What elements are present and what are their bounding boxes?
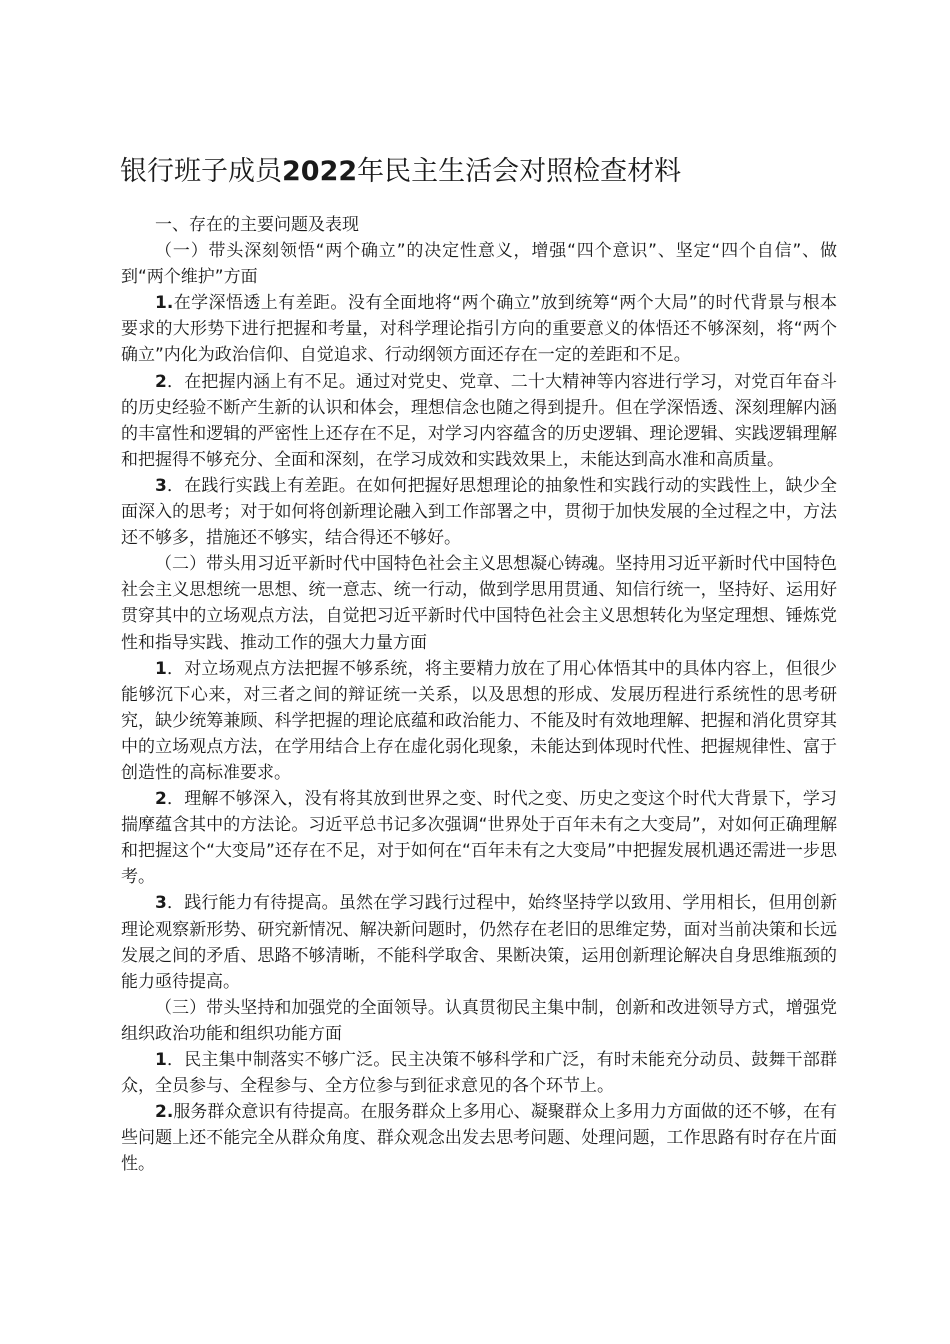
paragraph-text: ．理解不够深入，没有将其放到世界之变、时代之变、历史之变这个时代大背景下，学习揣摩蕴含其中的方法论。习近平总书记多次强调“世界处于百年未有之大变局”，对如何正确理解和把握这个“大变局”还存在不足，对于如何在“百年未有之大变局”中把握发展机遇还需进一步思考。 <box>121 789 837 888</box>
document-body <box>121 212 837 1177</box>
paragraph-text: 一、存在的主要问题及表现 <box>155 215 359 235</box>
numbered-paragraph <box>121 473 837 551</box>
numbered-paragraph <box>121 890 837 994</box>
subsection-heading <box>121 238 837 290</box>
paragraph-text: ．对立场观点方法把握不够系统，将主要精力放在了用心体悟其中的具体内容上，但很少能够沉下心来，对三者之间的辩证统一关系，以及思想的形成、发展历程进行系统性的思考研究，缺少统筹兼顾、科学把握的理论底蕴和政治能力、不能及时有效地理解、把握和消化贯穿其中的立场观点方法，在学用结合上存在虚化弱化现象，未能达到体现时代性、把握规律性、富于创造性的高标准要求。 <box>121 658 837 783</box>
paragraph-number: 2 <box>155 789 167 810</box>
paragraph-text: （二）带头用习近平新时代中国特色社会主义思想凝心铸魂。坚持用习近平新时代中国特色社会主义思想统一思想、统一意志、统一行动，做到学思用贯通、知信行统一，坚持好、运用好贯穿其中的立场观点方法，自觉把习近平新时代中国特色社会主义思想转化为坚定理想、锤炼党性和指导实践、推动工作的强大力量方面 <box>121 554 837 653</box>
paragraph-text: 在学深悟透上有差距。没有全面地将“两个确立”放到统筹“两个大局”的时代背景与根本要求的大形势下进行把握和考量，对科学理论指引方向的重要意义的体悟还不够深刻，将“两个确立”内化为政治信仰、自觉追求、行动纲领方面还存在一定的差距和不足。 <box>121 293 837 366</box>
paragraph-number: 2. <box>155 1102 174 1123</box>
paragraph-text: ．践行能力有待提高。虽然在学习践行过程中，始终坚持学以致用、学用相长，但用创新理论观察新形势、研究新情况、解决新问题时，仍然存在老旧的思维定势，面对当前决策和长远发展之间的矛盾、思路不够清晰，不能科学取舍、果断决策，运用创新理论解决自身思维瓶颈的能力亟待提高。 <box>121 893 837 992</box>
subsection-heading <box>121 995 837 1047</box>
paragraph-text: （一）带头深刻领悟“两个确立”的决定性意义，增强“四个意识”、坚定“四个自信”、做到“两个维护”方面 <box>121 241 837 288</box>
paragraph-text: ．在把握内涵上有不足。通过对党史、党章、二十大精神等内容进行学习，对党百年奋斗的历史经验不断产生新的认识和体会，理想信念也随之得到提升。但在学深悟透、深刻理解内涵的丰富性和逻辑的严密性上还存在不足，对学习内容蕴含的历史逻辑、理论逻辑、实践逻辑理解和把握得不够充分、全面和深刻，在学习成效和实践效果上，未能达到高水准和高质量。 <box>121 371 837 470</box>
section-heading <box>121 212 837 238</box>
document-title <box>120 150 840 194</box>
numbered-paragraph <box>121 290 837 368</box>
title-year: 2022 <box>282 156 358 187</box>
paragraph-number: 3 <box>155 893 167 914</box>
numbered-paragraph <box>121 656 837 786</box>
title-prefix: 银行班子成员 <box>120 156 282 187</box>
paragraph-number: 1 <box>155 1050 167 1070</box>
paragraph-number: 1 <box>155 658 167 679</box>
numbered-paragraph <box>121 369 837 473</box>
paragraph-text: ．民主集中制落实不够广泛。民主决策不够科学和广泛，有时未能充分动员、鼓舞干部群众，全员参与、全程参与、全方位参与到征求意见的各个环节上。 <box>121 1050 837 1097</box>
paragraph-text: 服务群众意识有待提高。在服务群众上多用心、凝聚群众上多用力方面做的还不够，在有些问题上还不能完全从群众角度、群众观念出发去思考问题、处理问题，工作思路有时存在片面性。 <box>121 1102 837 1175</box>
title-suffix: 年民主生活会对照检查材料 <box>357 156 682 187</box>
numbered-paragraph <box>121 1099 837 1177</box>
paragraph-number: 2 <box>155 371 167 392</box>
paragraph-number: 3 <box>155 475 167 496</box>
numbered-paragraph <box>121 1047 837 1099</box>
subsection-heading <box>121 551 837 655</box>
paragraph-text: （三）带头坚持和加强党的全面领导。认真贯彻民主集中制，创新和改进领导方式，增强党组织政治功能和组织功能方面 <box>121 997 837 1044</box>
paragraph-number: 1. <box>155 293 174 314</box>
numbered-paragraph <box>121 786 837 890</box>
paragraph-text: ．在践行实践上有差距。在如何把握好思想理论的抽象性和实践行动的实践性上，缺少全面深入的思考；对于如何将创新理论融入到工作部署之中，贯彻于加快发展的全过程之中，方法还不够多，措施还不够实，结合得还不够好。 <box>121 475 837 549</box>
